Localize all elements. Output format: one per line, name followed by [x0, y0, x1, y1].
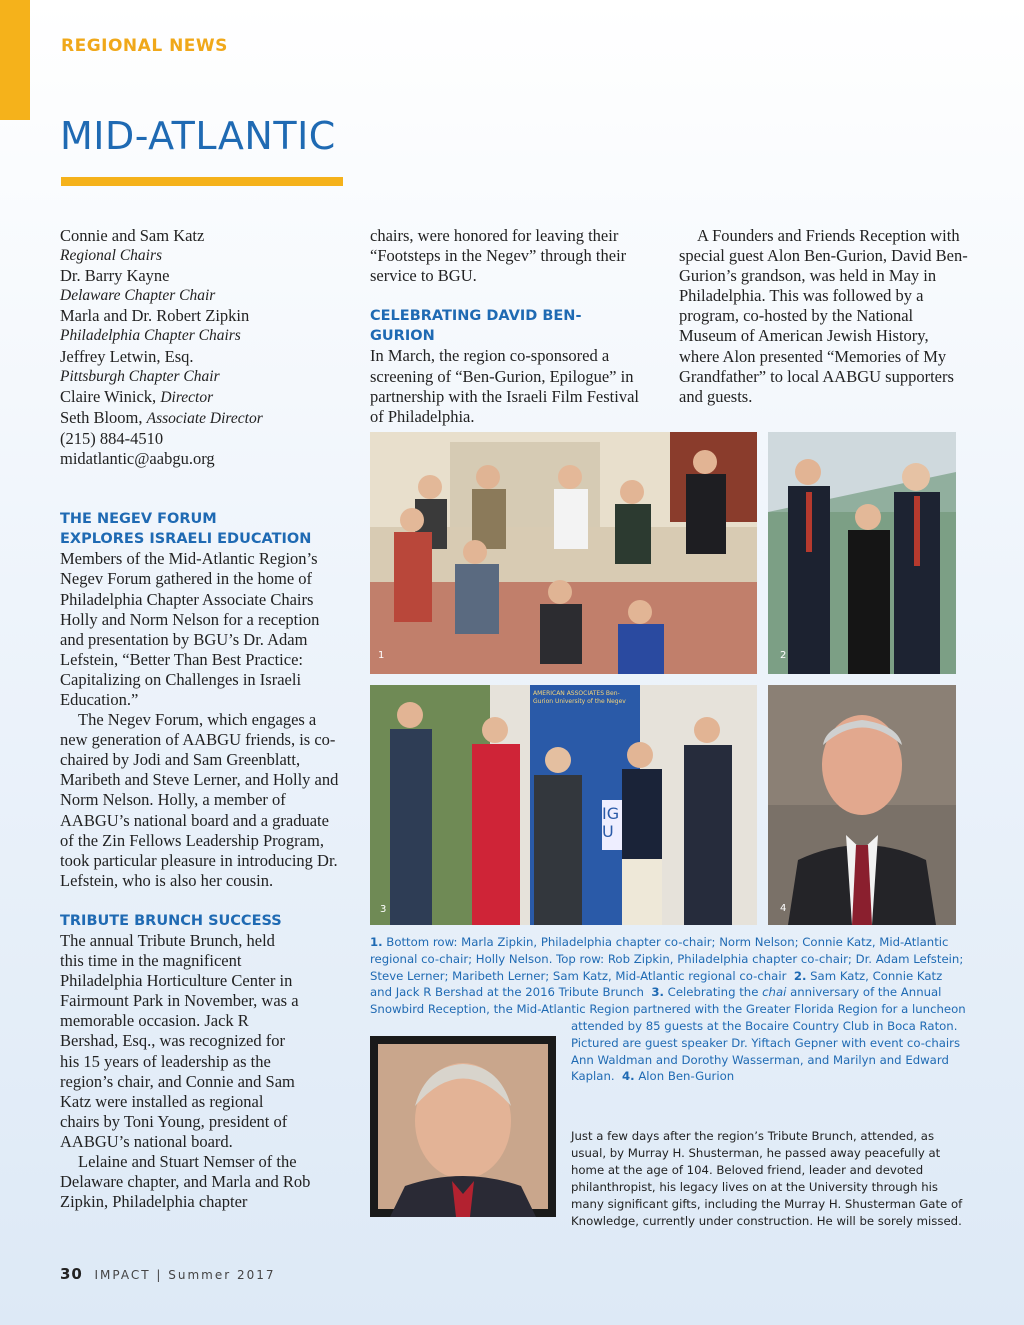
contact-role: Pittsburgh Chapter Chair: [60, 367, 220, 385]
photo-snowbird-reception: [370, 685, 757, 925]
page-title: MID-ATLANTIC: [60, 114, 336, 158]
reception-paragraph: A Founders and Friends Reception with special guest Alon Ben-Gurion, David Ben-Gurion’s grandson, was held in May in Philadelphia. This was followed by a program, co-hosted by the National Museum of American Jewish History, where Alon presented “Memories of My Grandfather” to local AABGU supporters and guests.: [679, 226, 968, 406]
contact-name: Connie and Sam Katz: [60, 226, 205, 245]
caption-line: Ann Waldman and Dorothy Wasserman, and Marilyn and Edward: [571, 1052, 949, 1067]
contact-role: Philadelphia Chapter Chairs: [60, 327, 241, 345]
photo-number: 2: [780, 650, 787, 661]
photo-number: 4: [780, 903, 787, 914]
page-footer: [60, 1265, 276, 1283]
photo-caption: [370, 934, 966, 1085]
caption-number: 2.: [793, 968, 807, 983]
banner-text: AMERICAN ASSOCIATES Ben-Gurion University of the Negev: [533, 690, 626, 705]
column-right: [679, 226, 969, 407]
page-number: 30: [60, 1265, 83, 1283]
contact-role: Regional Chairs: [60, 247, 163, 265]
photo-group-negev-forum: [370, 432, 757, 674]
caption-line: Celebrating the: [667, 985, 759, 1000]
contact-email[interactable]: midatlantic@aabgu.org: [60, 449, 215, 469]
column-left: [60, 226, 345, 1212]
caption-line: and Jack R Bershad at the 2016 Tribute Brunch: [370, 985, 644, 1000]
ben-gurion-paragraph: In March, the region co-sponsored a screening of “Ben-Gurion, Epilogue” in partnership with the Israeli Film Festival of Philadelphia.: [370, 346, 639, 426]
caption-number: 3.: [651, 985, 664, 1000]
negev-paragraph-2: The Negev Forum, which engages a new generation of AABGU friends, is co-chaired by Jodi and Sam Greenblatt, Maribeth and Steve Lerner, and Holly and Norm Nelson. Holly, a member of AABGU’s national board and a graduate of the Zin Fellows Leadership Program, took particular pleasure in introducing Dr. Lefstein, who is also her cousin.: [60, 710, 339, 890]
honorees-continued: chairs, were honored for leaving their “Footsteps in the Negev” through their service to BGU.: [370, 226, 627, 286]
photo-number: 3: [380, 904, 387, 915]
caption-line: Bottom row: Marla Zipkin, Philadelphia chapter co-chair; Norm Nelson; Connie Katz, Mid-Atlantic: [386, 935, 949, 949]
contact-role: Delaware Chapter Chair: [60, 287, 216, 305]
caption-line: Kaplan.: [571, 1069, 615, 1084]
caption-line: anniversary of the Annual: [790, 985, 942, 1000]
contact-role: Associate Director: [146, 409, 263, 427]
caption-line: attended by 85 guests at the Bocaire Country Club in Boca Raton.: [571, 1018, 958, 1033]
brunch-heading: TRIBUTE BRUNCH SUCCESS: [60, 912, 282, 929]
title-divider: [61, 177, 343, 186]
contact-role: Director: [160, 388, 214, 406]
contact-name: Marla and Dr. Robert Zipkin: [60, 306, 250, 326]
contact-phone: (215) 884-4510: [60, 428, 164, 448]
contact-name: Dr. Barry Kayne: [60, 266, 170, 286]
column-middle: [370, 226, 640, 427]
negev-heading-line2: EXPLORES ISRAELI EDUCATION: [60, 531, 312, 548]
memorial-text: Just a few days after the region’s Tribute Brunch, attended, as usual, by Murray H. Shusterman, he passed away peacefully at home at the age of 104. Beloved friend, leader and devoted philanthropist, his legacy lives on at the University through his many significant gifts, including the Murray H. Shusterman Gate of Knowledge, currently under construction. He will be sorely missed.: [571, 1129, 963, 1228]
caption-line: Pictured are guest speaker Dr. Yiftach Gepner with event co-chairs: [571, 1035, 961, 1050]
caption-line: Alon Ben-Gurion: [638, 1069, 735, 1084]
negev-heading-line1: THE NEGEV FORUM: [60, 511, 217, 528]
photo-tribute-brunch: [768, 432, 956, 674]
contact-associate-director: [60, 408, 345, 429]
section-label: REGIONAL NEWS: [61, 36, 228, 56]
caption-line: regional co-chair; Holly Nelson. Top row: Rob Zipkin, Philadelphia chapter co-chair; Dr. Adam Lefstein;: [370, 951, 964, 966]
negev-paragraph-1: Members of the Mid-Atlantic Region’s Negev Forum gathered in the home of Philadelphia Chapter Associate Chairs Holly and Norm Nelson for a reception and presentation by BGU’s Dr. Adam Lefstein, “Better Than Best Practice: Capitalizing on Challenges in Israeli Education.”: [60, 549, 320, 709]
contact-director: [60, 387, 345, 408]
photo-number: 1: [378, 650, 385, 661]
caption-line: Steve Lerner; Maribeth Lerner; Sam Katz, Mid-Atlantic regional co-chair: [370, 968, 787, 983]
brunch-paragraph-1: The annual Tribute Brunch, held this time in the magnificent Philadelphia Horticulture Center in Fairmount Park in November, was a memorable occasion. Jack R Bershad, Esq., was recognized for his 15 years of leadership as the region’s chair, and Connie and Sam Katz were installed as regional chairs by Toni Young, president of AABGU’s national board.: [60, 931, 299, 1151]
caption-number: 1.: [370, 935, 383, 949]
caption-line: Snowbird Reception, the Mid-Atlantic Region partnered with the Greater Florida Region for a luncheon: [370, 1002, 966, 1017]
publication-name: IMPACT | Summer 2017: [94, 1268, 276, 1282]
caption-number: 4.: [622, 1069, 635, 1084]
caption-emphasis: chai: [762, 985, 787, 1000]
brunch-paragraph-2: Lelaine and Stuart Nemser of the Delaware chapter, and Marla and Rob Zipkin, Philadelphia chapter: [60, 1152, 311, 1212]
contacts-list: [60, 226, 345, 387]
ben-gurion-heading: CELEBRATING DAVID BEN-GURION: [370, 308, 582, 345]
photo-alon-ben-gurion: [768, 685, 956, 925]
caption-line: Sam Katz, Connie Katz: [810, 968, 943, 983]
accent-bar: [0, 0, 30, 120]
banner-letters: IG U: [602, 804, 620, 841]
contact-name: Seth Bloom,: [60, 407, 143, 427]
contact-name: Claire Winick,: [60, 386, 157, 406]
contact-name: Jeffrey Letwin, Esq.: [60, 346, 194, 366]
